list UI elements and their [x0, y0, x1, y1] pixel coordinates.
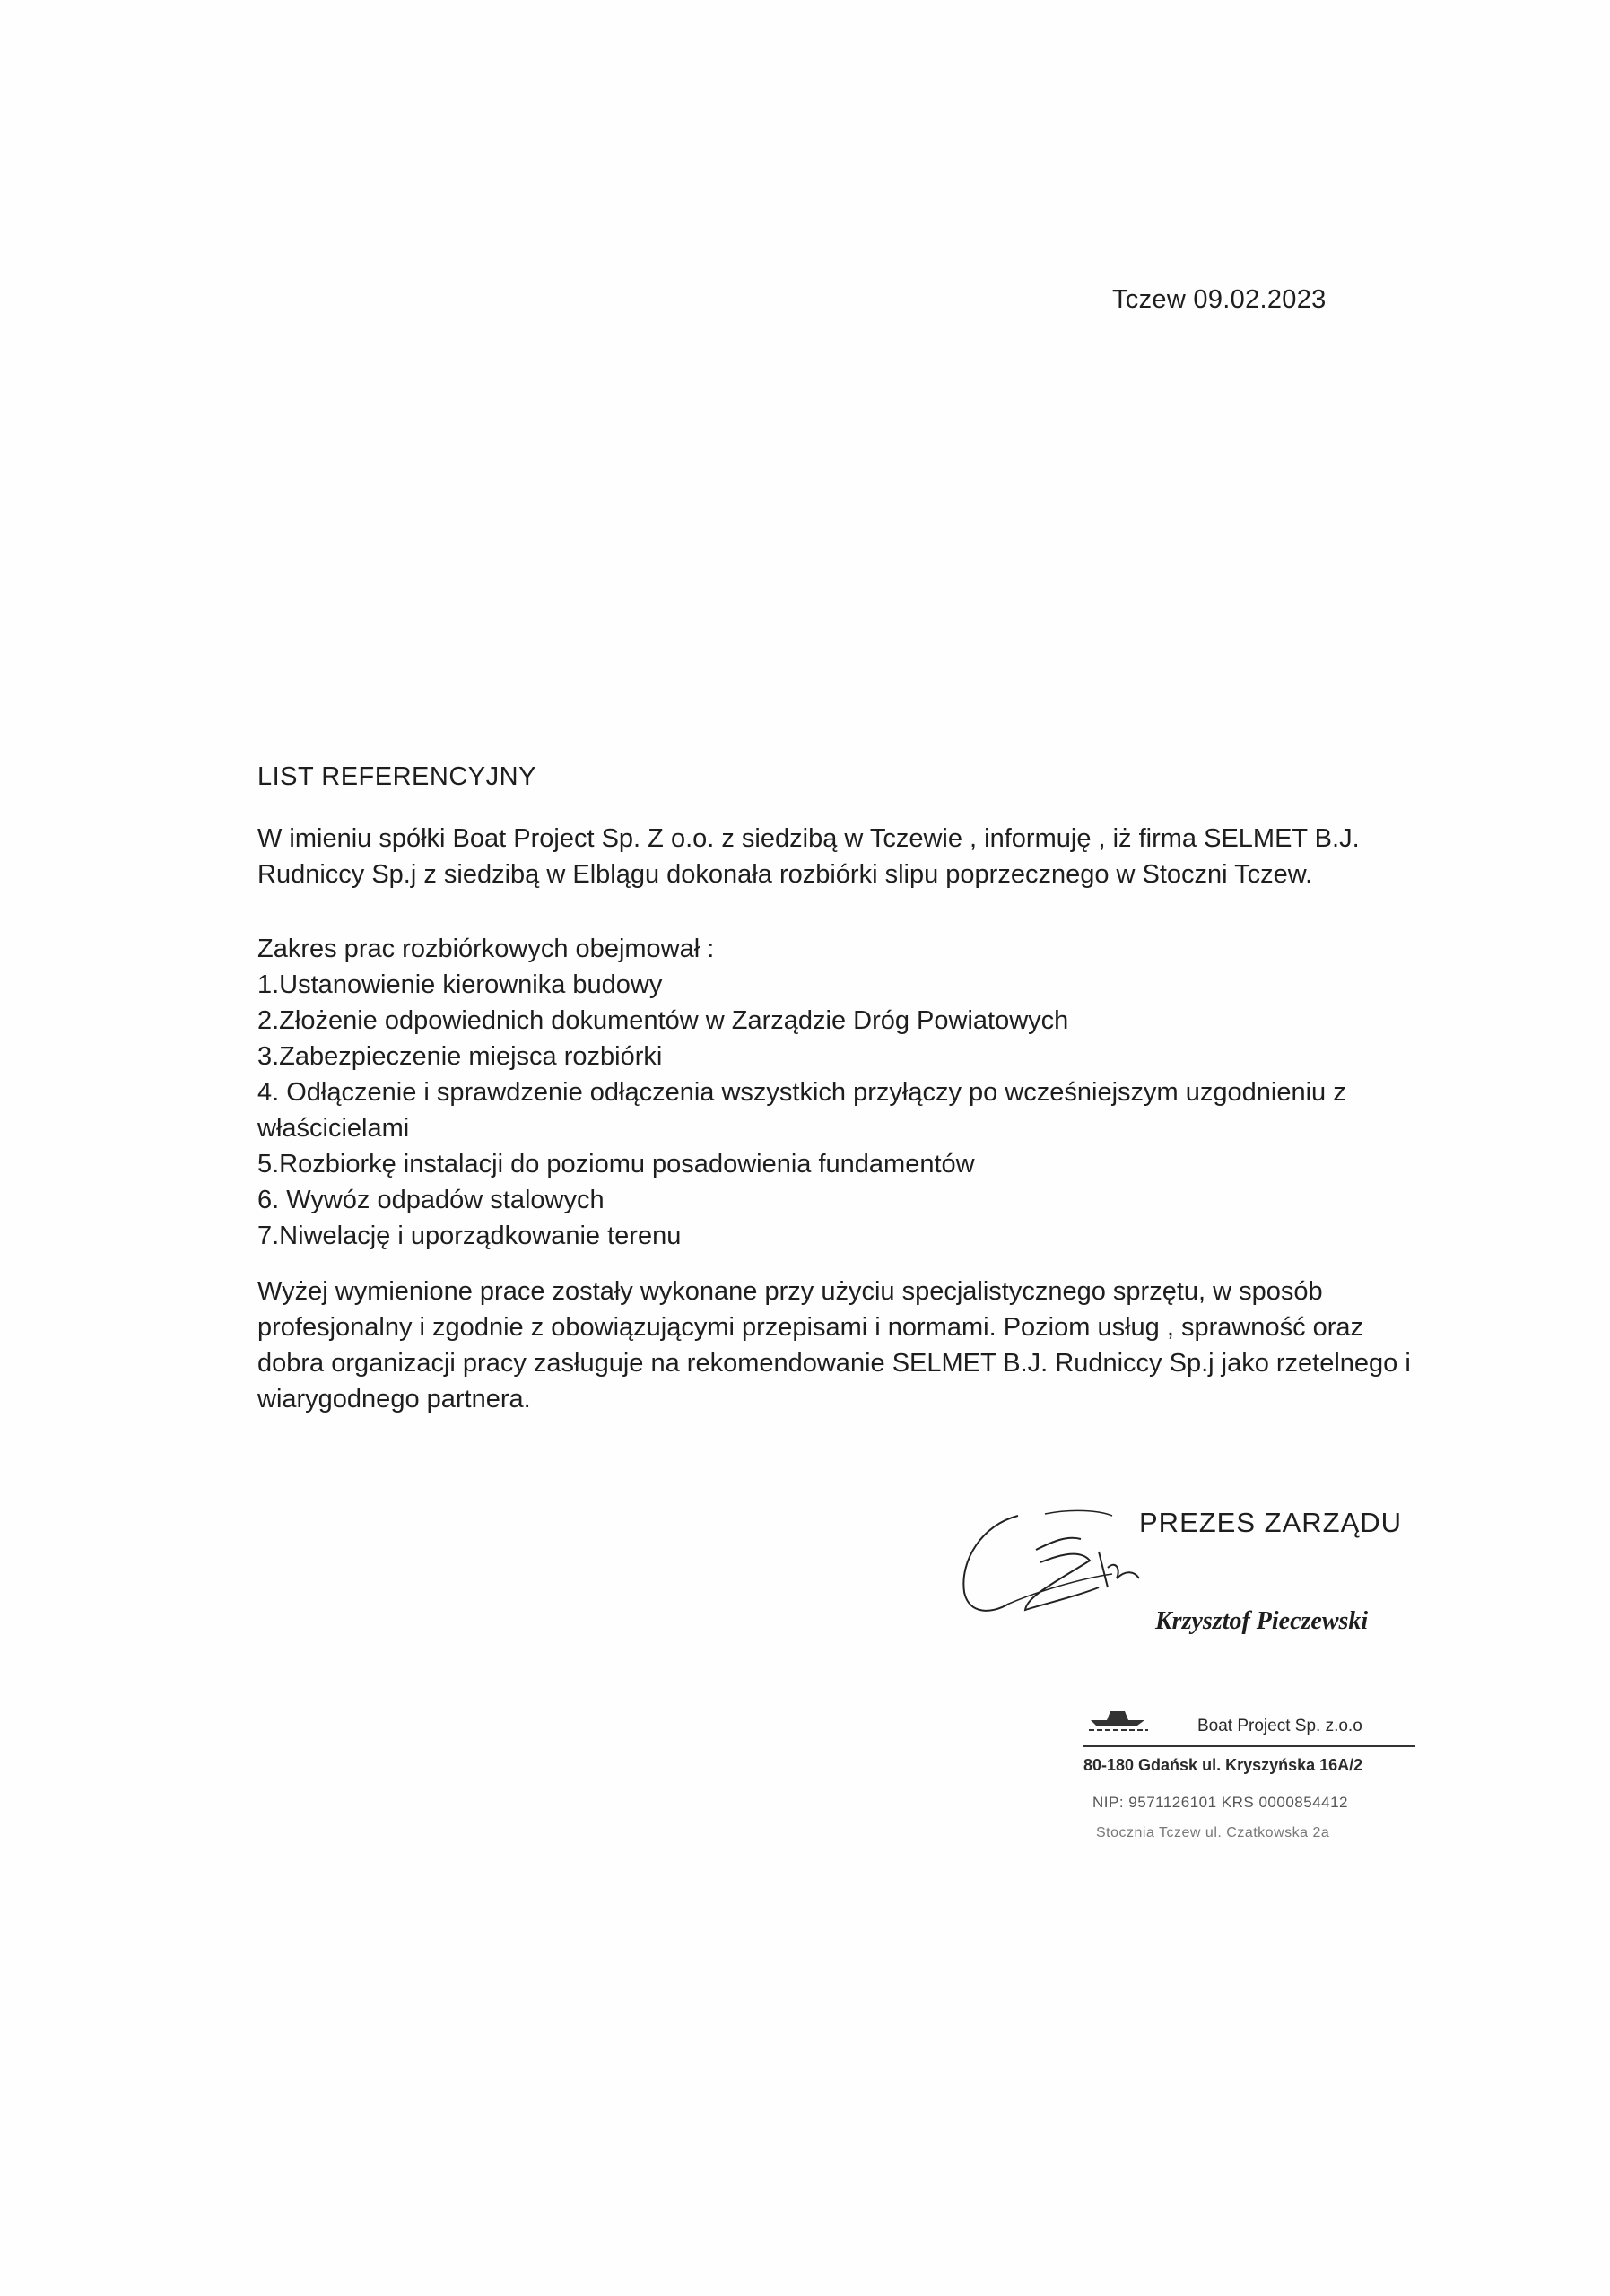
scope-item: właścicielami — [257, 1114, 410, 1143]
signatory-name: Krzysztof Pieczewski — [1155, 1607, 1369, 1635]
closing-line: wiarygodnego partnera. — [257, 1385, 531, 1413]
stamp-address: 80-180 Gdańsk ul. Kryszyńska 16A/2 — [1083, 1756, 1363, 1774]
closing-line: dobra organizacji pracy zasługuje na rekomendowanie SELMET B.J. Rudniccy Sp.j jako rzetelnego i — [257, 1349, 1411, 1378]
letter-date: Tczew 09.02.2023 — [1112, 285, 1327, 314]
scope-list — [257, 931, 1459, 1254]
scope-item: 2.Złożenie odpowiednich dokumentów w Zarządzie Dróg Powiatowych — [257, 1006, 1069, 1035]
letter-title: LIST REFERENCYJNY — [257, 762, 536, 791]
closing-paragraph — [257, 1274, 1459, 1417]
scope-item: 4. Odłączenie i sprawdzenie odłączenia wszystkich przyłączy po wcześniejszym uzgodnieniu z — [257, 1078, 1346, 1107]
boat-logo-icon — [1085, 1704, 1155, 1735]
intro-line: Rudniccy Sp.j z siedzibą w Elblągu dokonała rozbiórki slipu poprzecznego w Stoczni Tczew. — [257, 860, 1313, 889]
stamp-nip-krs: NIP: 9571126101 KRS 0000854412 — [1092, 1794, 1349, 1811]
closing-line: Wyżej wymienione prace zostały wykonane przy użyciu specjalistycznego sprzętu, w sposób — [257, 1277, 1323, 1306]
scope-heading: Zakres prac rozbiórkowych obejmował : — [257, 935, 715, 963]
scope-item: 5.Rozbiorkę instalacji do poziomu posadowienia fundamentów — [257, 1150, 975, 1178]
company-stamp — [1076, 1695, 1435, 1857]
scope-item: 6. Wywóz odpadów stalowych — [257, 1186, 605, 1214]
stamp-site-address: Stocznia Tczew ul. Czatkowska 2a — [1096, 1825, 1330, 1840]
stamp-company-name: Boat Project Sp. z.o.o — [1197, 1717, 1362, 1735]
scope-item: 1.Ustanowienie kierownika budowy — [257, 970, 663, 999]
intro-paragraph — [257, 821, 1459, 892]
intro-line: W imieniu spółki Boat Project Sp. Z o.o. z siedzibą w Tczewie , informuję , iż firma SELMET B.J. — [257, 824, 1360, 853]
signatory-role: PREZES ZARZĄDU — [1139, 1507, 1403, 1538]
stamp-divider — [1083, 1745, 1415, 1747]
scope-item: 7.Niwelację i uporządkowanie terenu — [257, 1222, 682, 1250]
scope-item: 3.Zabezpieczenie miejsca rozbiórki — [257, 1042, 663, 1071]
closing-line: profesjonalny i zgodnie z obowiązującymi przepisami i normami. Poziom usług , sprawność oraz — [257, 1313, 1364, 1342]
